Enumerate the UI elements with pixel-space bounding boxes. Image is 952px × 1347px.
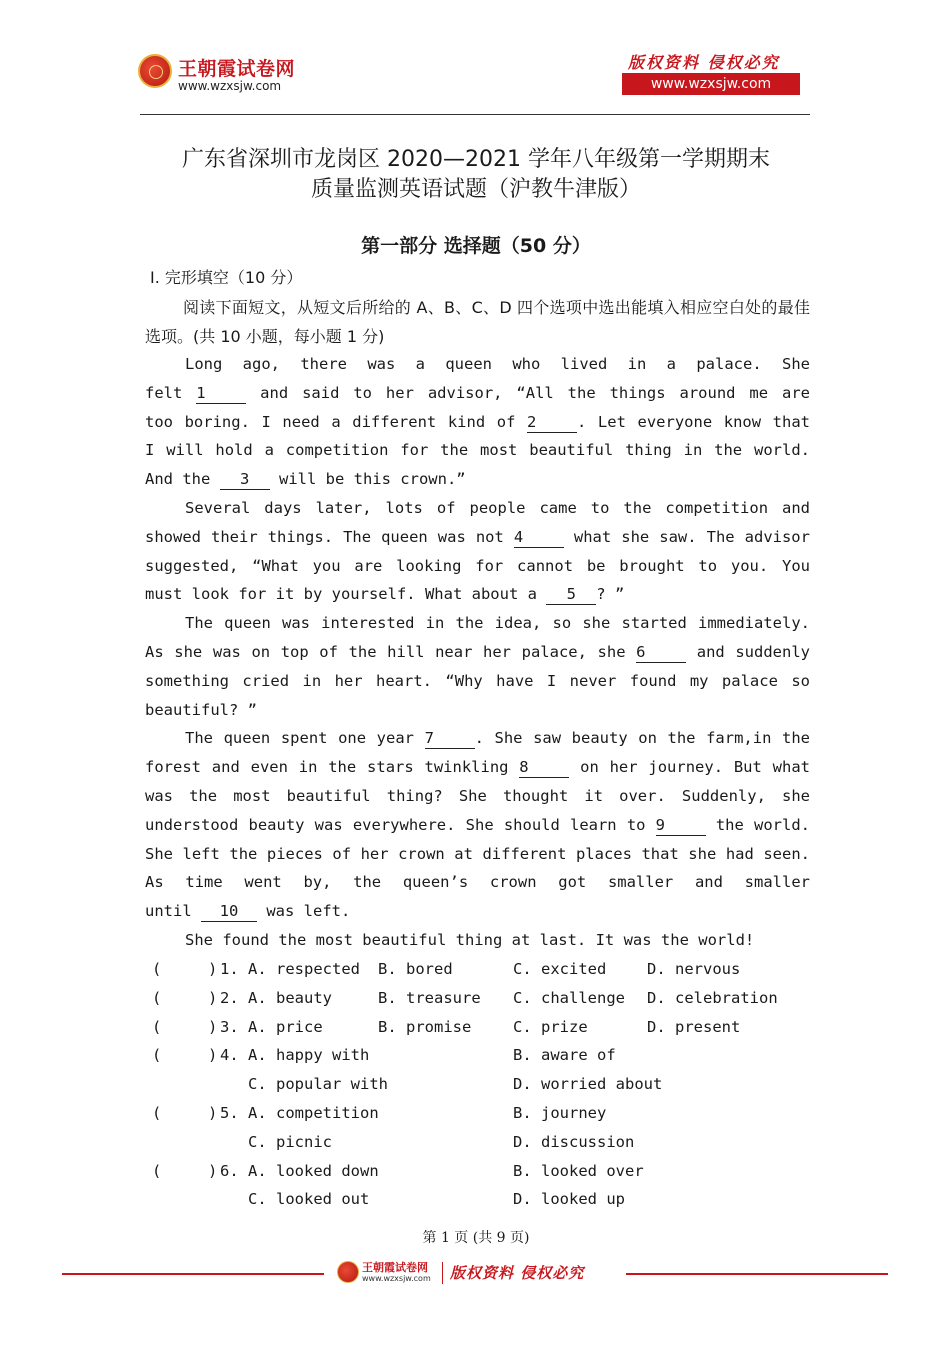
option-d[interactable]: D. discussion (513, 1132, 635, 1151)
passage-line: showed their things. The queen was not 4 what she saw. The advisor (145, 527, 810, 546)
header-url-box: www.wzxsjw.com (622, 73, 800, 95)
answer-bracket[interactable]: ( ) (152, 1161, 218, 1180)
passage-line: Several days later, lots of people came to the competition and (185, 499, 810, 517)
footer-logo-icon (337, 1261, 359, 1283)
option-c[interactable]: C. prize (513, 1017, 588, 1036)
footer-url: www.wzxsjw.com (362, 1274, 431, 1283)
passage-line: felt 1 and said to her advisor, “All the things around me are (145, 383, 810, 402)
cloze-blank[interactable]: 10 (201, 901, 257, 922)
cloze-blank[interactable]: 4 (514, 527, 564, 548)
passage-line: She found the most beautiful thing at last. It was the world! (185, 931, 755, 949)
part-heading: Ⅰ. 完形填空（10 分） (150, 268, 303, 287)
logo-emblem-icon (138, 54, 172, 88)
cloze-blank[interactable]: 8 (519, 757, 569, 778)
option-b[interactable]: B. looked over (513, 1161, 644, 1180)
passage-line: The queen spent one year 7 . She saw beauty on the farm,in the (185, 729, 810, 748)
option-b[interactable]: B. aware of (513, 1046, 616, 1065)
passage-line: must look for it by yourself. What about a 5 ? ” (145, 585, 625, 604)
footer-brand: 王朝霞试卷网 (362, 1261, 428, 1274)
question-number: 3. (220, 1017, 239, 1036)
answer-bracket[interactable]: ( ) (152, 1104, 218, 1122)
passage-line: beautiful? ” (145, 700, 257, 719)
passage-line: As time went by, the queen’s crown got smaller and smaller (145, 873, 810, 892)
option-a[interactable]: A. price (248, 1017, 323, 1036)
section-heading: 第一部分 选择题（50 分） (361, 235, 591, 257)
question-number: 4. (220, 1046, 239, 1065)
question-number: 2. (220, 988, 239, 1007)
cloze-blank[interactable]: 1 (196, 383, 246, 404)
question-number: 6. (220, 1161, 239, 1180)
logo-url: www.wzxsjw.com (178, 79, 282, 93)
cloze-blank[interactable]: 5 (546, 584, 596, 605)
question-number: 1. (220, 960, 239, 978)
answer-bracket[interactable]: ( ) (152, 960, 218, 978)
option-c[interactable]: C. picnic (248, 1132, 332, 1151)
passage-line: something cried in her heart. “Why have I never found my palace so (145, 671, 810, 690)
passage-line: She left the pieces of her crown at different places that she had seen. (145, 844, 810, 863)
option-a[interactable]: A. happy with (248, 1046, 370, 1065)
question-number: 5. (220, 1104, 239, 1122)
exam-title-line1: 广东省深圳市龙岗区 2020—2021 学年八年级第一学期期末 (182, 147, 770, 172)
cloze-blank[interactable]: 9 (656, 815, 706, 836)
copyright-stamp: 版权资料 侵权必究 (628, 53, 780, 72)
option-d[interactable]: D. celebration (647, 988, 778, 1007)
option-c[interactable]: C. looked out (248, 1190, 370, 1209)
passage-line: As she was on top of the hill near her palace, she 6 and suddenly (145, 643, 810, 661)
instructions: 阅读下面短文，从短文后所给的 A、B、C、D 四个选项中选出能填入相应空白处的最佳选项。(共 10 小题，每小题 1 分) (145, 298, 810, 346)
cloze-blank[interactable]: 3 (220, 469, 270, 490)
passage-line: Long ago, there was a queen who lived in a palace. She (185, 355, 810, 373)
option-c[interactable]: C. challenge (513, 988, 625, 1007)
answer-bracket[interactable]: ( ) (152, 988, 218, 1007)
header-divider (140, 114, 810, 115)
passage-line: The queen was interested in the idea, so she started immediately. (185, 614, 810, 633)
footer-stamp: 版权资料 侵权必究 (450, 1264, 585, 1282)
cloze-blank[interactable]: 7 (425, 728, 475, 749)
passage-line: And the 3 will be this crown.” (145, 470, 466, 489)
option-d[interactable]: D. worried about (513, 1075, 663, 1094)
passage-line: forest and even in the stars twinkling 8 on her journey. But what (145, 758, 810, 777)
passage-line: suggested, “What you are looking for cannot be brought to you. You (145, 556, 810, 575)
passage-line: was the most beautiful thing? She thought it over. Suddenly, she (145, 787, 810, 805)
option-d[interactable]: D. present (647, 1017, 741, 1036)
passage-line: I will hold a competition for the most beautiful thing in the world. (145, 441, 810, 460)
option-b[interactable]: B. treasure (378, 988, 481, 1007)
option-a[interactable]: A. looked down (248, 1161, 379, 1180)
option-b[interactable]: B. bored (378, 960, 453, 978)
option-d[interactable]: D. looked up (513, 1190, 625, 1209)
exam-title-line2: 质量监测英语试题（沪教牛津版） (310, 177, 641, 202)
option-b[interactable]: B. promise (378, 1017, 472, 1036)
option-d[interactable]: D. nervous (647, 960, 741, 978)
footer-rule-right (626, 1273, 888, 1275)
option-c[interactable]: C. popular with (248, 1075, 388, 1094)
option-b[interactable]: B. journey (513, 1104, 607, 1122)
page-number: 第 1 页 (共 9 页) (422, 1230, 530, 1246)
passage-line: until 10 was left. (145, 902, 351, 921)
footer-rule-left (62, 1273, 324, 1275)
option-a[interactable]: A. competition (248, 1104, 379, 1122)
cloze-blank[interactable]: 2 (527, 412, 577, 433)
logo-brand-name: 王朝霞试卷网 (178, 58, 296, 80)
option-a[interactable]: A. respected (248, 960, 360, 978)
passage-line: understood beauty was everywhere. She should learn to 9 the world. (145, 815, 810, 834)
option-c[interactable]: C. excited (513, 960, 607, 978)
passage-line: too boring. I need a different kind of 2 . Let everyone know that (145, 412, 810, 431)
cloze-blank[interactable]: 6 (636, 642, 686, 663)
option-a[interactable]: A. beauty (248, 988, 332, 1007)
answer-bracket[interactable]: ( ) (152, 1046, 218, 1065)
footer-separator (442, 1262, 443, 1284)
answer-bracket[interactable]: ( ) (152, 1017, 218, 1036)
site-logo (138, 52, 328, 102)
